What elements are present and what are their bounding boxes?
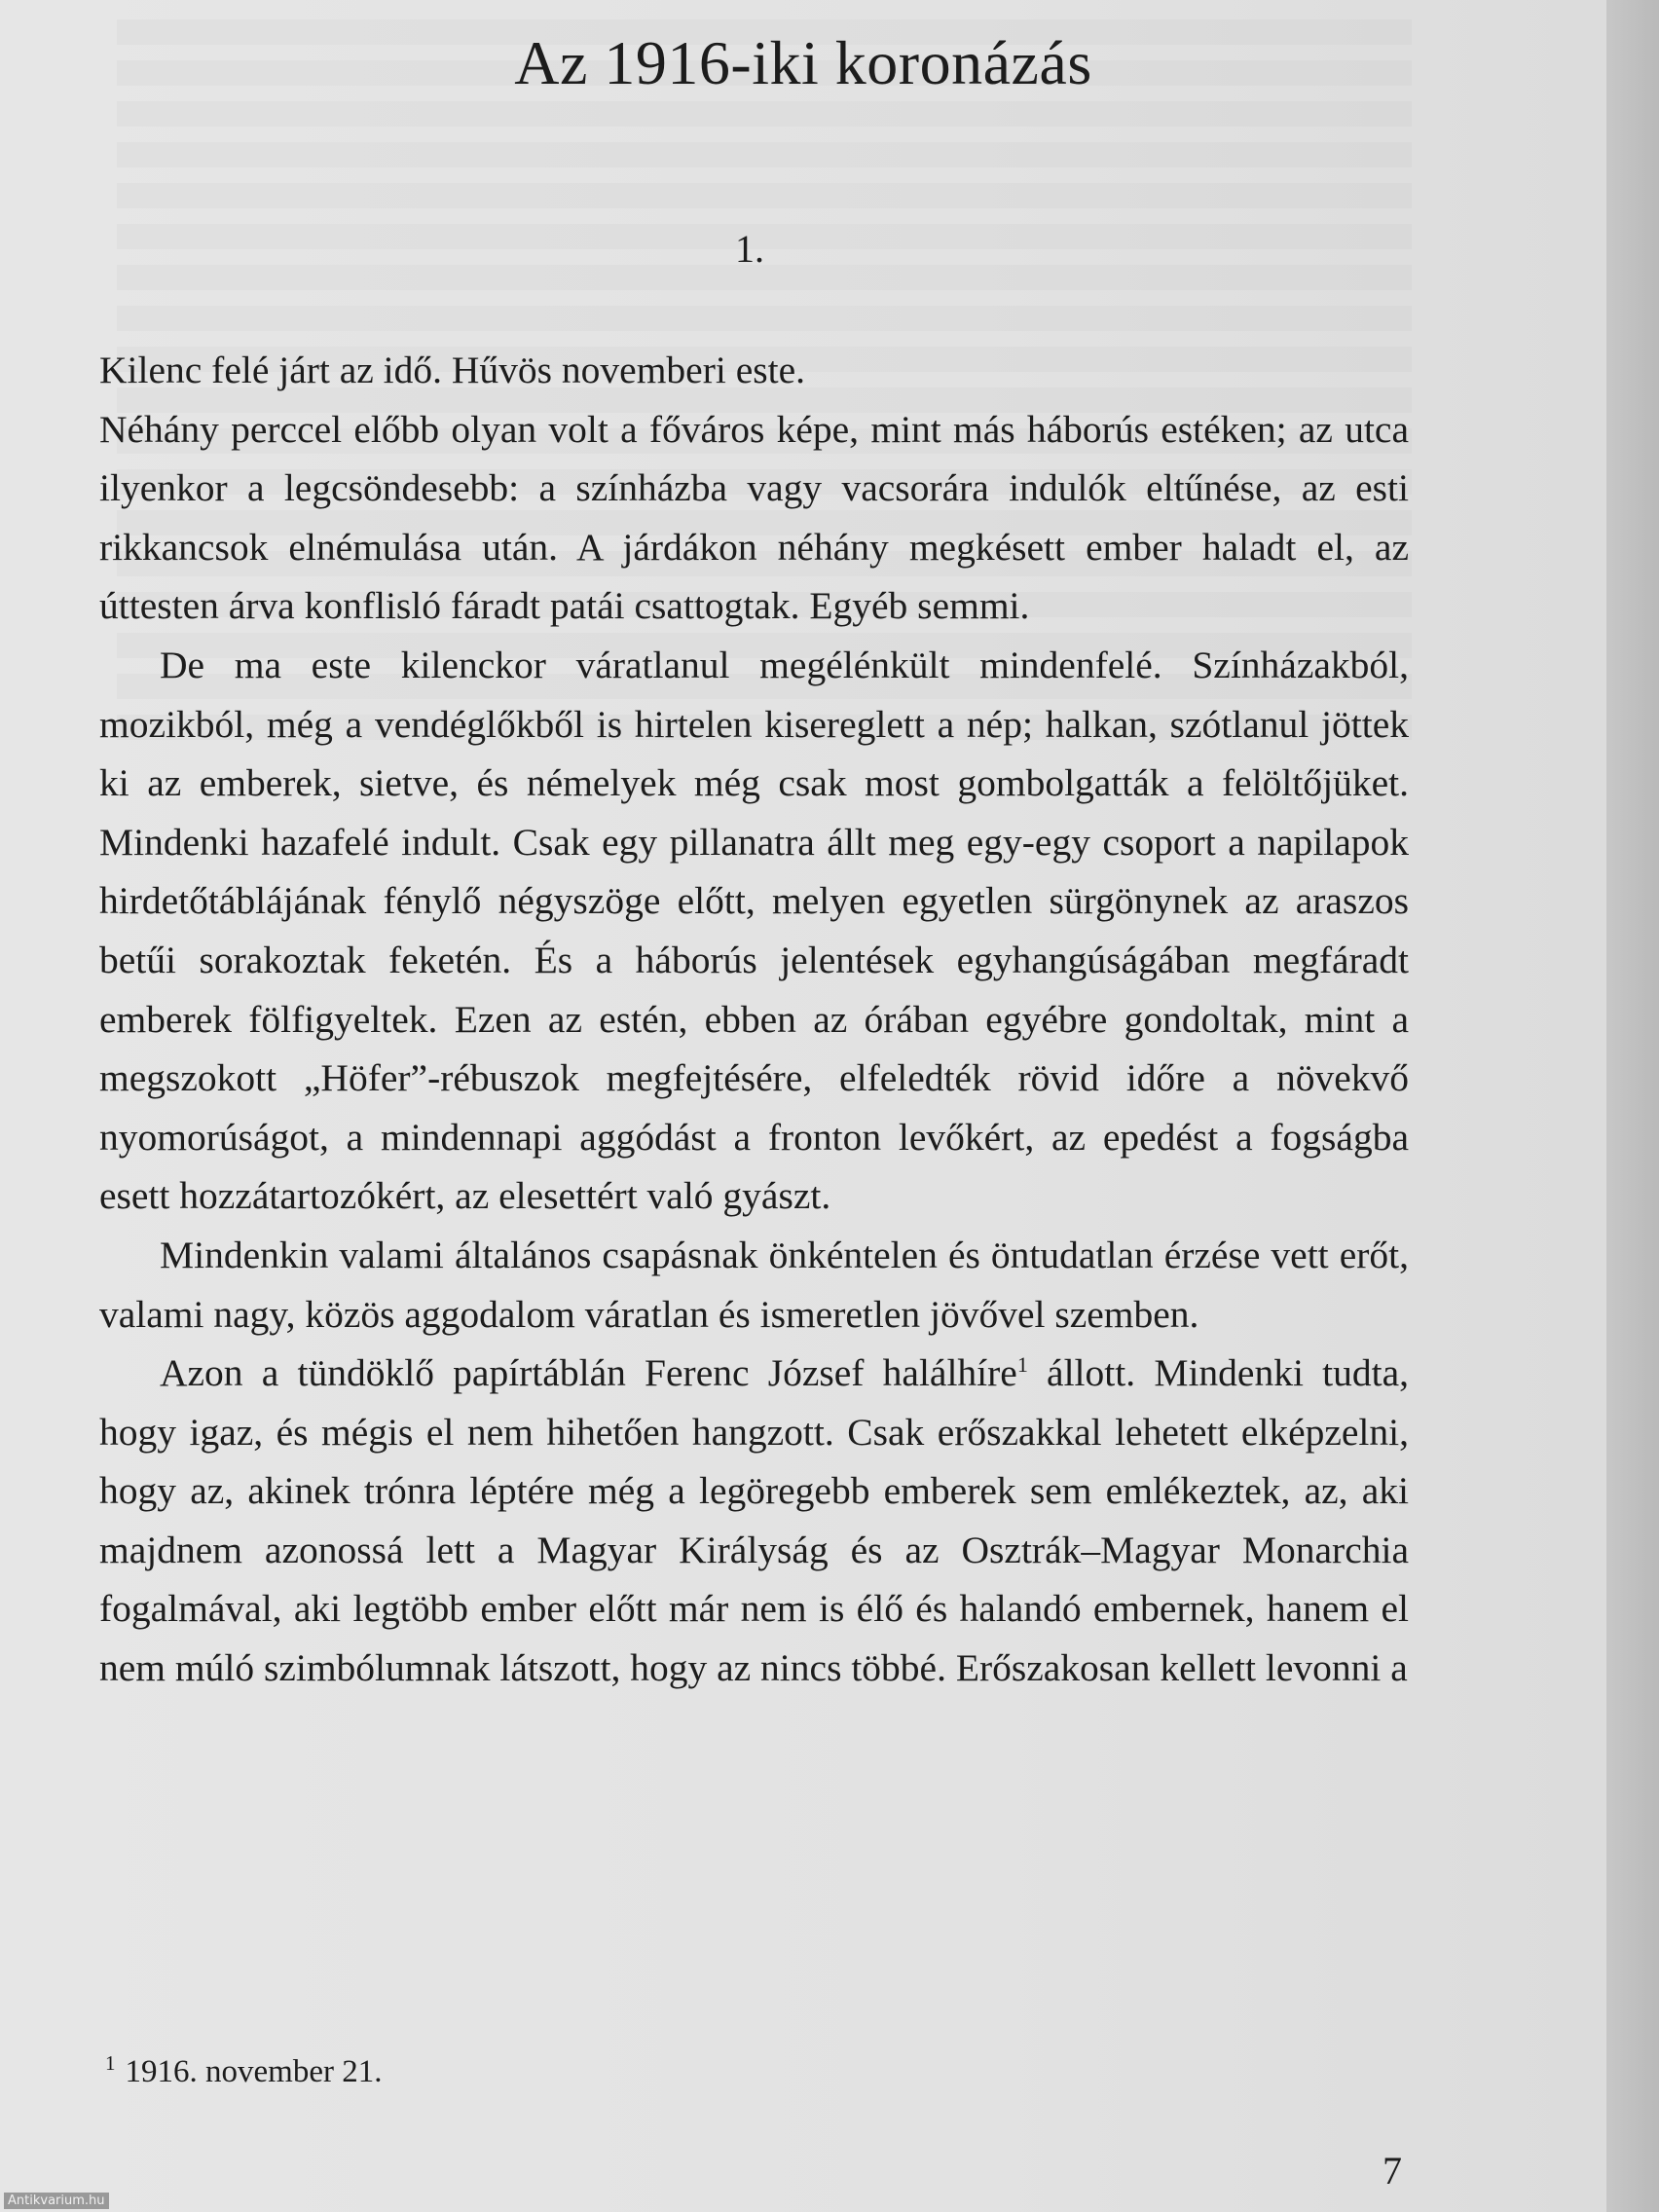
footnote-marker: 1	[105, 2051, 116, 2075]
footnote-reference[interactable]: 1	[1016, 1351, 1028, 1377]
paragraph-5-end: állott. Mindenki tudta, hogy igaz, és mégis el nem hihetően hangzott. Csak erőszakkal lehetett elképzelni, hogy az, akinek trónra léptére még a legöregebb emberek sem emlékeztek, az, aki majdnem azonossá lett a Magyar Királyság és az Osztrák–Magyar Monarchia fogalmával, aki legtöbb ember előtt már nem is élő és halandó embernek, hanem el nem múló szimbólumnak látszott, hogy az nincs többé. Erőszakosan kellett levonni a	[99, 1351, 1409, 1690]
page-title: Az 1916-iki koronázás	[514, 28, 1092, 97]
paragraph-4: Mindenkin valami általános csapásnak önkéntelen és öntudatlan érzése vett erőt, valami nagy, közös aggodalom váratlan és ismeretlen jövővel szemben.	[99, 1233, 1409, 1336]
footnote-text: 1916. november 21.	[125, 2054, 383, 2089]
paragraph-5-start: Azon a tündöklő papírtáblán Ferenc József halálhíre	[160, 1351, 1017, 1395]
paragraph-2: Néhány perccel előbb olyan volt a főváros képe, mint más háborús estéken; az utca ilyenkor a legcsöndesebb: a színházba vagy vacsorára indulók eltűnése, az esti rikkancsok elnémulása után. A járdákon néhány megkésett ember haladt el, az úttesten árva konflisló fáradt patái csattogtak. Egyéb semmi.	[99, 407, 1409, 628]
paragraph-5	[99, 1344, 1409, 1698]
body-text	[99, 341, 1409, 1698]
chapter-number: 1.	[735, 227, 764, 271]
paragraph-3: De ma este kilenckor váratlanul megélénkült mindenfelé. Színházakból, mozikból, még a vendéglőkből is hirtelen kisereglett a nép; halkan, szótlanul jöttek ki az emberek, sietve, és némelyek még csak most gombolgatták a felöltőjüket. Mindenki hazafelé indult. Csak egy pillanatra állt meg egy-egy csoport a napilapok hirdetőtáblájának fénylő négyszöge előtt, melyen egyetlen sürgönynek az araszos betűi sorakoztak feketén. És a háborús jelentések egyhangúságában megfáradt emberek fölfigyeltek. Ezen az estén, ebben az órában egyébre gondoltak, mint a megszokott „Höfer”-rébuszok megfejtésére, elfeledték rövid időre a növekvő nyomorúságot, a mindennapi aggódást a fronton levőkért, az epedést a fogságba esett hozzátartozókért, az elesettért való gyászt.	[99, 643, 1409, 1218]
watermark: Antikvarium.hu	[4, 2193, 109, 2209]
facing-page-edge	[1606, 0, 1659, 2212]
paragraph-1: Kilenc felé járt az idő. Hűvös novemberi este.	[99, 349, 806, 391]
page-number: 7	[1382, 2149, 1402, 2193]
footnote	[105, 2051, 383, 2090]
